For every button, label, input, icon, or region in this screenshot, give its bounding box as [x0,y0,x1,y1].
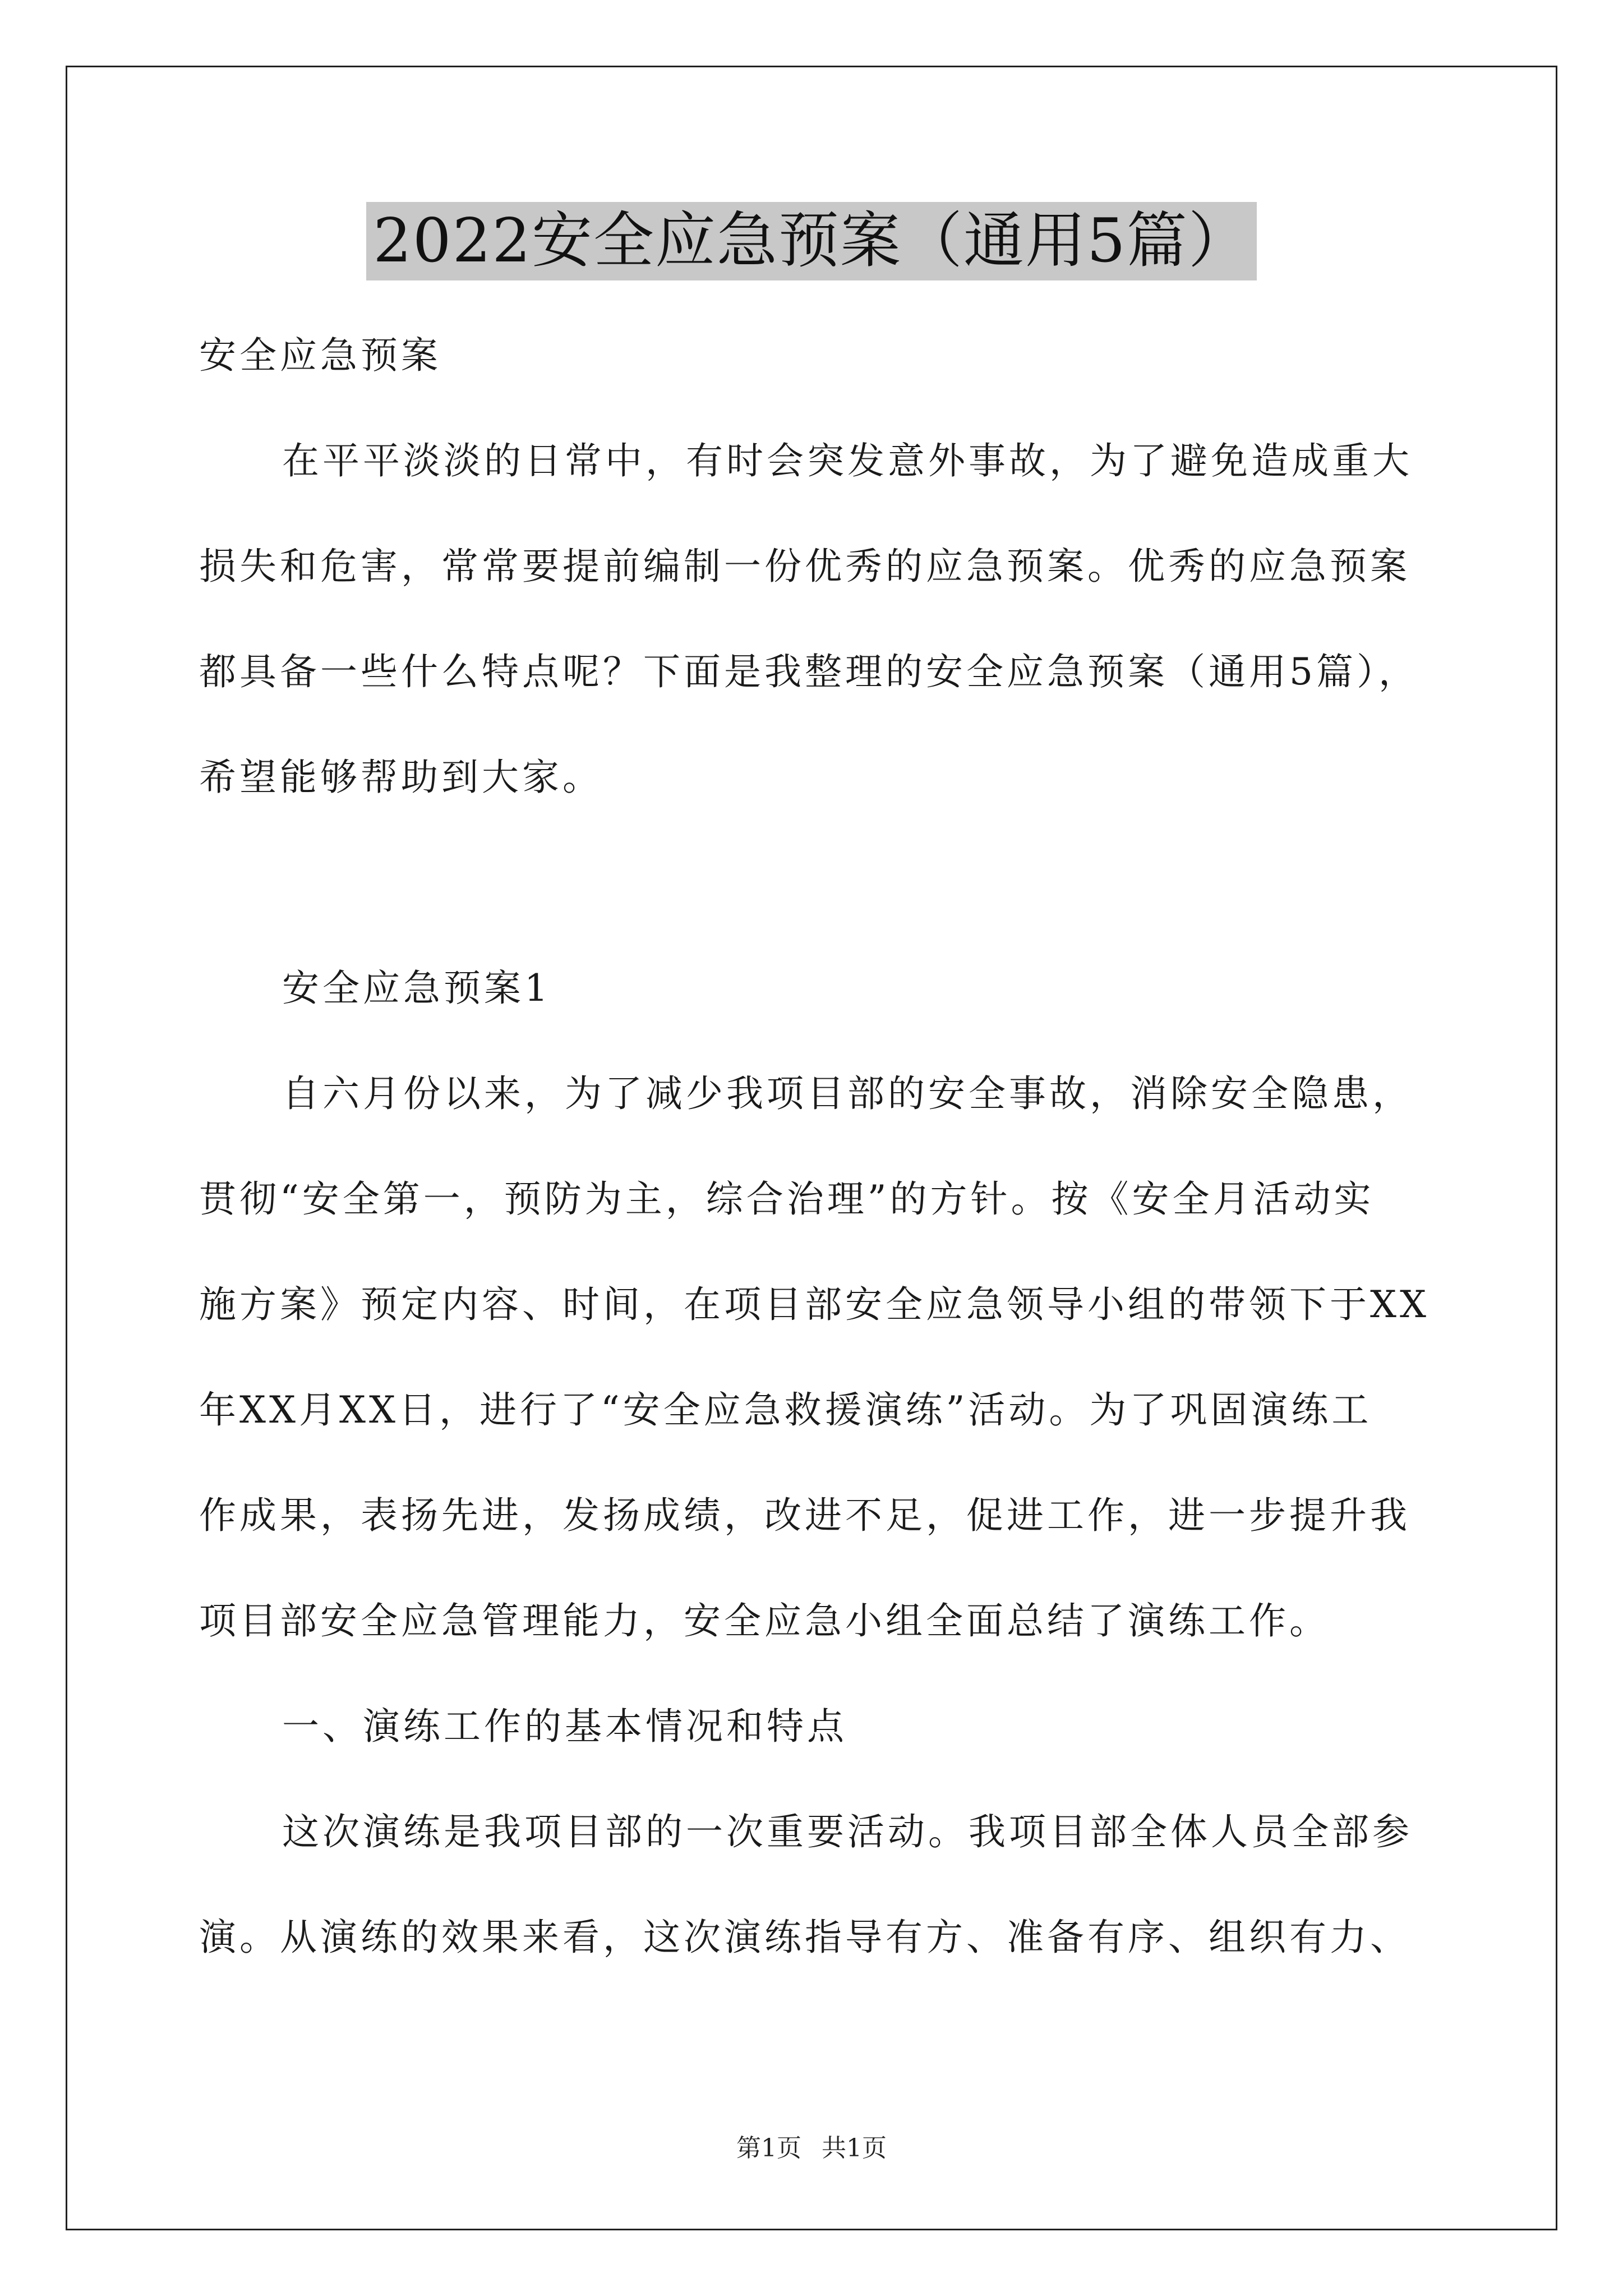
document-title: 2022安全应急预案（通用5篇） [366,202,1257,280]
paragraph-line: 这次演练是我项目部的一次重要活动。我项目部全体人员全部参 [282,1810,1413,1853]
section-heading: 安全应急预案1 [282,967,551,1010]
page-footer [0,2132,1623,2165]
paragraph-line: 在平平淡淡的日常中，有时会突发意外事故，为了避免造成重大 [282,439,1413,482]
section-heading: 安全应急预案 [199,334,441,377]
paragraph-line: 作成果，表扬先进，发扬成绩，改进不足，促进工作，进一步提升我 [199,1494,1410,1537]
paragraph-line: 项目部安全应急管理能力，安全应急小组全面总结了演练工作。 [199,1599,1330,1642]
paragraph-line: 自六月份以来，为了减少我项目部的安全事故，消除安全隐患， [282,1072,1413,1115]
paragraph-line: 损失和危害，常常要提前编制一份优秀的应急预案。优秀的应急预案 [199,545,1410,588]
subsection-heading: 一、演练工作的基本情况和特点 [282,1705,847,1748]
paragraph-line: 演。从演练的效果来看，这次演练指导有方、准备有序、组织有力、 [199,1916,1410,1959]
page-total: 共1页 [822,2134,887,2162]
paragraph-line: 都具备一些什么特点呢？下面是我整理的安全应急预案（通用5篇）， [199,650,1419,693]
blank-line [199,830,1433,936]
page-number: 第1页 [736,2134,801,2162]
paragraph-line: 年XX月XX日，进行了“安全应急救援演练”活动。为了巩固演练工 [199,1388,1372,1432]
title-container [0,202,1623,280]
paragraph-line: 施方案》预定内容、时间，在项目部安全应急领导小组的带领下于XX [199,1283,1430,1326]
paragraph-line: 贯彻“安全第一，预防为主，综合治理”的方针。按《安全月活动实 [199,1177,1375,1221]
paragraph-line: 希望能够帮助到大家。 [199,756,603,799]
document-body [199,303,1433,1990]
